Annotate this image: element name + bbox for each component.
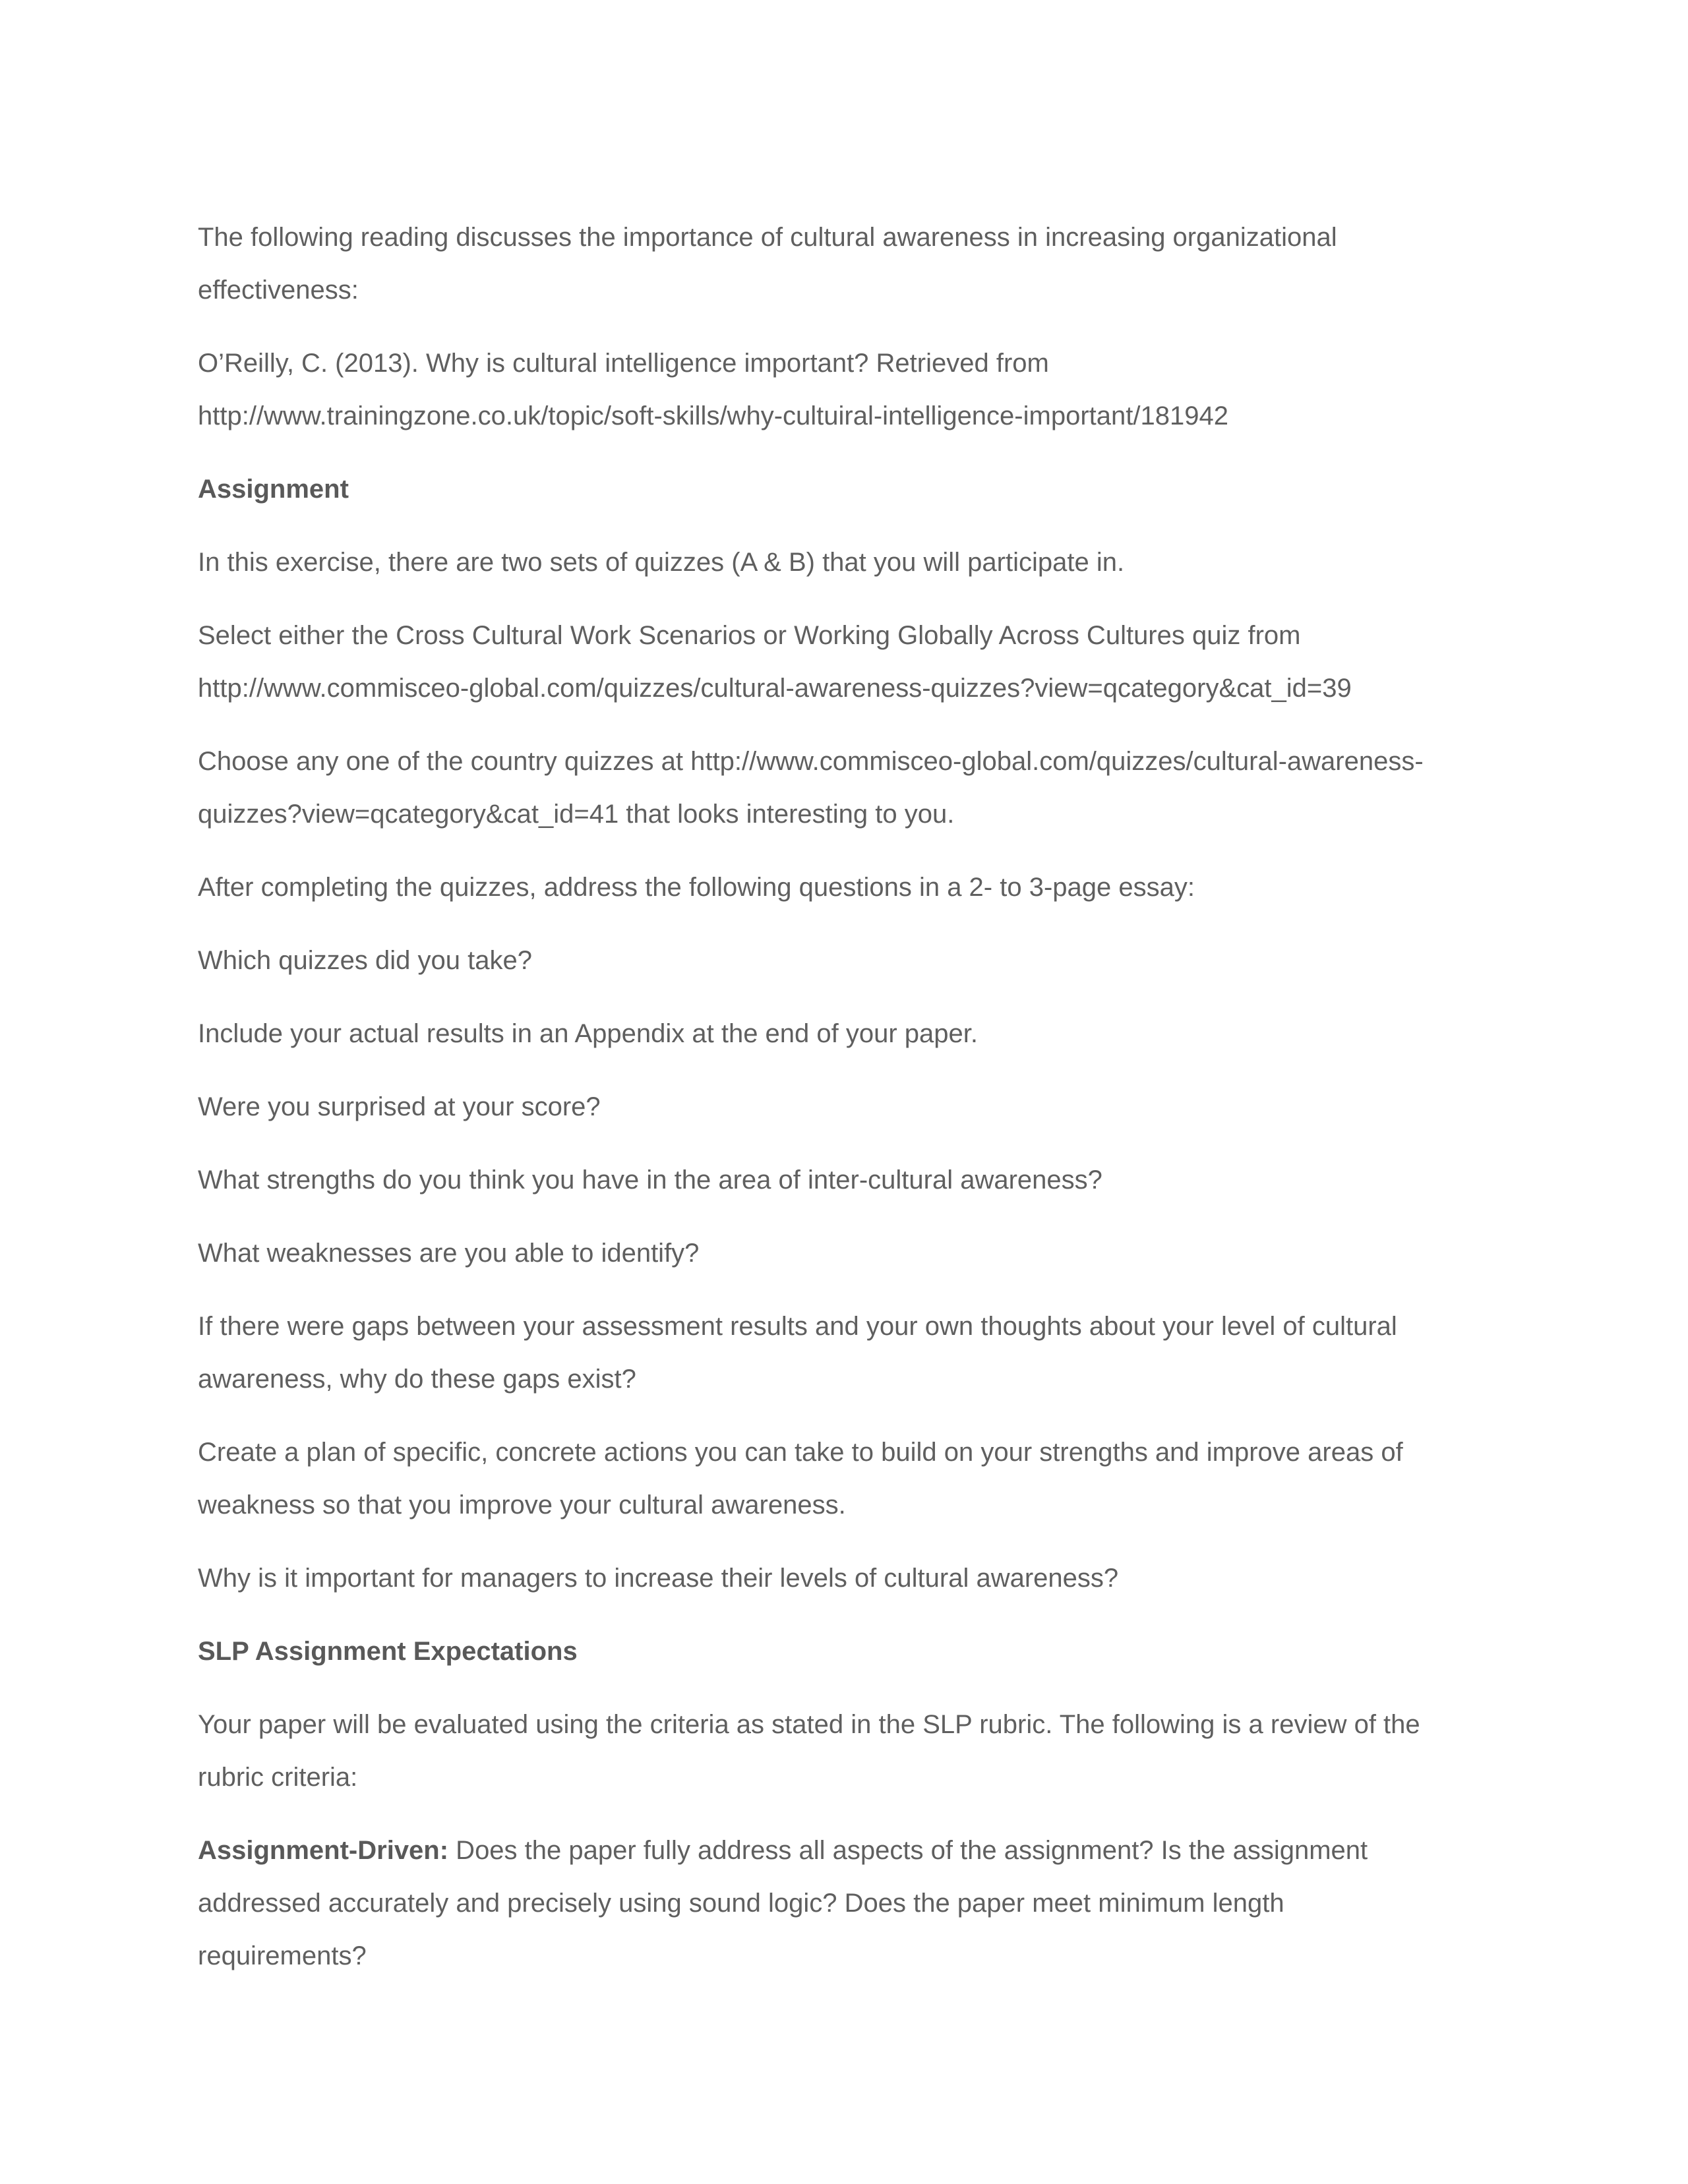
question-6 [198, 1300, 1503, 1405]
rubric-intro-line-1: Your paper will be evaluated using the criteria as stated in the SLP rubric. The following is a review of the [198, 1710, 1420, 1739]
assignment-driven-label: Assignment-Driven: [198, 1836, 449, 1865]
question-2: Include your actual results in an Appendix at the end of your paper. [198, 1019, 979, 1048]
reference-paragraph [198, 337, 1503, 442]
assignment-driven-line-3: requirements? [198, 1941, 367, 1970]
assignment-heading: Assignment [198, 475, 349, 504]
quiz-b-paragraph [198, 735, 1503, 841]
intro-line-1: The following reading discusses the importance of cultural awareness in increasing organizational [198, 223, 1337, 252]
exercise-intro: In this exercise, there are two sets of quizzes (A & B) that you will participate in. [198, 548, 1125, 577]
question-7 [198, 1426, 1503, 1531]
assignment-driven-line-1 [198, 1824, 1503, 1877]
question-7-line-2: weakness so that you improve your cultural awareness. [198, 1490, 846, 1520]
document-body [198, 211, 1503, 2003]
assignment-driven-text-1: Does the paper fully address all aspects of the assignment? Is the assignment [448, 1836, 1368, 1865]
question-8: Why is it important for managers to increase their levels of cultural awareness? [198, 1564, 1119, 1593]
reference-citation: O’Reilly, C. (2013). Why is cultural intelligence important? Retrieved from [198, 349, 1049, 378]
question-5: What weaknesses are you able to identify? [198, 1239, 700, 1268]
assignment-driven-line-2: addressed accurately and precisely using sound logic? Does the paper meet minimum length [198, 1889, 1284, 1918]
essay-intro: After completing the quizzes, address the following questions in a 2- to 3-page essay: [198, 873, 1195, 902]
question-3: Were you surprised at your score? [198, 1092, 601, 1121]
assignment-driven-criterion [198, 1824, 1503, 1982]
question-4: What strengths do you think you have in the area of inter-cultural awareness? [198, 1166, 1102, 1195]
question-1: Which quizzes did you take? [198, 946, 532, 975]
question-7-line-1: Create a plan of specific, concrete actions you can take to build on your strengths and improve areas of [198, 1438, 1403, 1467]
quiz-a-paragraph [198, 609, 1503, 715]
intro-line-2: effectiveness: [198, 276, 359, 305]
question-6-line-2: awareness, why do these gaps exist? [198, 1365, 636, 1394]
rubric-intro [198, 1698, 1503, 1804]
expectations-heading: SLP Assignment Expectations [198, 1637, 578, 1666]
intro-paragraph [198, 211, 1503, 316]
quiz-a-line-1: Select either the Cross Cultural Work Scenarios or Working Globally Across Cultures quiz from [198, 621, 1301, 650]
quiz-b-line-2: quizzes?view=qcategory&cat_id=41 that looks interesting to you. [198, 800, 955, 829]
quiz-b-line-1: Choose any one of the country quizzes at http://www.commisceo-global.com/quizzes/cultural-awareness- [198, 747, 1424, 776]
reference-url: http://www.trainingzone.co.uk/topic/soft-skills/why-cultuiral-intelligence-important/181942 [198, 401, 1228, 430]
question-6-line-1: If there were gaps between your assessment results and your own thoughts about your level of cultural [198, 1312, 1397, 1341]
rubric-intro-line-2: rubric criteria: [198, 1763, 358, 1792]
quiz-a-url: http://www.commisceo-global.com/quizzes/cultural-awareness-quizzes?view=qcategory&cat_id=39 [198, 674, 1352, 703]
